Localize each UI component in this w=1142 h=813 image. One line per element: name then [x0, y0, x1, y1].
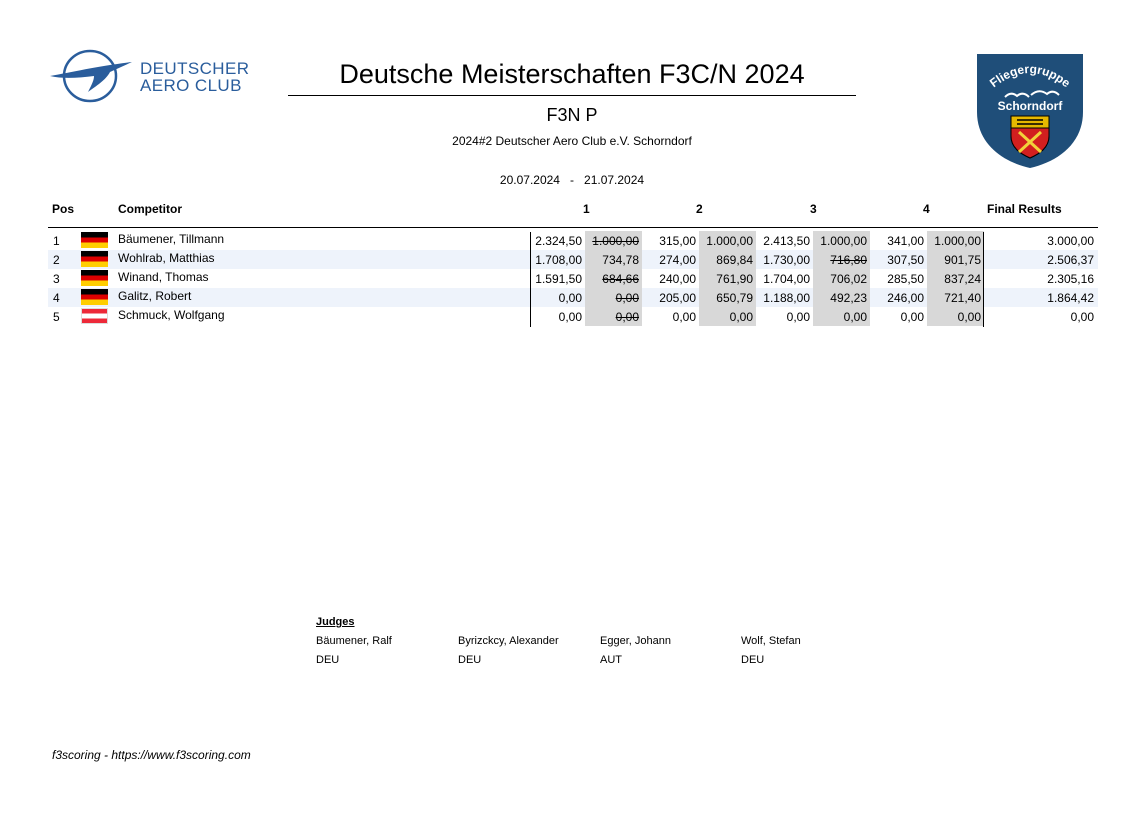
table-separator-right [983, 232, 984, 327]
score-value: 761,90 [716, 272, 753, 286]
score-value: 307,50 [887, 253, 924, 267]
raw-score-cell [756, 231, 813, 250]
normalized-score-cell [927, 250, 984, 269]
score-value: 0,00 [957, 310, 981, 324]
competitor-name: Bäumener, Tillmann [118, 232, 225, 246]
raw-score-cell [530, 250, 585, 269]
score-value: 1.591,50 [535, 272, 582, 286]
raw-score-cell [642, 250, 699, 269]
score-value: 716,80 [830, 253, 867, 267]
normalized-score-cell [699, 288, 756, 307]
austria-flag-icon [81, 308, 108, 324]
raw-score-cell [870, 269, 927, 288]
germany-flag-icon [81, 251, 108, 267]
final-score-cell [984, 231, 1097, 250]
judge-name: Bäumener, Ralf [316, 635, 392, 647]
score-value: 1.864,42 [1047, 291, 1094, 305]
score-value: 0,00 [615, 310, 639, 324]
col-header-round-2: 2 [696, 202, 703, 216]
score-value: 650,79 [716, 291, 753, 305]
raw-score-cell [642, 307, 699, 326]
normalized-score-cell [699, 231, 756, 250]
raw-score-cell [530, 269, 585, 288]
judges-heading: Judges [316, 616, 355, 628]
row-position: 4 [53, 291, 60, 305]
score-value: 492,23 [830, 291, 867, 305]
judge-country: AUT [600, 654, 622, 666]
competitor-name: Wohlrab, Matthias [118, 251, 215, 265]
date-start: 20.07.2024 [499, 173, 560, 187]
dac-logo [48, 46, 273, 106]
judge-name: Byrizckcy, Alexander [458, 635, 559, 647]
score-value: 734,78 [602, 253, 639, 267]
raw-score-cell [642, 288, 699, 307]
club-logo-line1: Fliegergruppe [987, 61, 1073, 91]
normalized-score-cell [927, 231, 984, 250]
competitor-name: Galitz, Robert [118, 289, 192, 303]
score-value: 246,00 [887, 291, 924, 305]
score-value: 721,40 [944, 291, 981, 305]
raw-score-cell [642, 231, 699, 250]
dac-logo-line2: AERO CLUB [140, 76, 242, 95]
score-value: 0,00 [558, 291, 582, 305]
final-score-cell [984, 250, 1097, 269]
judge-name: Wolf, Stefan [741, 635, 801, 647]
score-value: 3.000,00 [1047, 234, 1094, 248]
normalized-score-cell [813, 269, 870, 288]
final-score-cell [984, 288, 1097, 307]
raw-score-cell [530, 231, 585, 250]
score-value: 341,00 [887, 234, 924, 248]
score-value: 837,24 [944, 272, 981, 286]
score-value: 1.704,00 [763, 272, 810, 286]
germany-flag-icon [81, 232, 108, 248]
raw-score-cell [756, 250, 813, 269]
normalized-score-cell [699, 307, 756, 326]
score-value: 315,00 [659, 234, 696, 248]
germany-flag-icon [81, 289, 108, 305]
page-title: Deutsche Meisterschaften F3C/N 2024 [339, 59, 805, 89]
score-value: 1.000,00 [592, 234, 639, 248]
organizer-line: 2024#2 Deutscher Aero Club e.V. Schorndorf [452, 134, 692, 148]
raw-score-cell [870, 250, 927, 269]
row-position: 5 [53, 310, 60, 324]
normalized-score-cell [585, 269, 642, 288]
row-position: 3 [53, 272, 60, 286]
normalized-score-cell [813, 231, 870, 250]
score-value: 1.000,00 [820, 234, 867, 248]
club-logo-line2: Schorndorf [997, 99, 1063, 113]
raw-score-cell [870, 307, 927, 326]
normalized-score-cell [927, 307, 984, 326]
col-header-final: Final Results [987, 202, 1062, 216]
table-row [48, 250, 1098, 269]
normalized-score-cell [699, 269, 756, 288]
table-row [48, 269, 1098, 288]
dac-eagle-icon [48, 46, 138, 106]
score-value: 1.000,00 [934, 234, 981, 248]
table-separator-left [530, 232, 531, 327]
score-value: 274,00 [659, 253, 696, 267]
final-score-cell [984, 307, 1097, 326]
col-header-pos: Pos [52, 202, 75, 216]
raw-score-cell [642, 269, 699, 288]
score-value: 869,84 [716, 253, 753, 267]
score-value: 2.305,16 [1047, 272, 1094, 286]
judge-country: DEU [458, 654, 482, 666]
score-value: 0,00 [729, 310, 753, 324]
col-header-competitor: Competitor [118, 202, 182, 216]
club-shield-icon [975, 52, 1085, 170]
footer-credit: f3scoring - https://www.f3scoring.com [52, 748, 251, 762]
dac-logo-line1: DEUTSCHER [140, 59, 250, 78]
normalized-score-cell [927, 269, 984, 288]
table-row [48, 288, 1098, 307]
table-row [48, 231, 1098, 250]
normalized-score-cell [585, 288, 642, 307]
competitor-name: Schmuck, Wolfgang [118, 308, 225, 322]
title-divider [288, 95, 856, 96]
col-header-round-3: 3 [810, 202, 817, 216]
date-end: 21.07.2024 [584, 173, 645, 187]
raw-score-cell [756, 269, 813, 288]
score-value: 240,00 [659, 272, 696, 286]
germany-flag-icon [81, 270, 108, 286]
date-separator: - [570, 173, 574, 187]
score-value: 2.506,37 [1047, 253, 1094, 267]
normalized-score-cell [585, 231, 642, 250]
score-value: 0,00 [843, 310, 867, 324]
score-value: 1.708,00 [535, 253, 582, 267]
competitor-name: Winand, Thomas [118, 270, 209, 284]
row-position: 1 [53, 234, 60, 248]
score-value: 0,00 [672, 310, 696, 324]
table-row [48, 307, 1098, 326]
raw-score-cell [530, 307, 585, 326]
score-value: 2.413,50 [763, 234, 810, 248]
score-value: 901,75 [944, 253, 981, 267]
col-header-round-4: 4 [923, 202, 930, 216]
score-value: 285,50 [887, 272, 924, 286]
score-value: 0,00 [786, 310, 810, 324]
normalized-score-cell [585, 307, 642, 326]
normalized-score-cell [813, 307, 870, 326]
score-value: 2.324,50 [535, 234, 582, 248]
score-value: 205,00 [659, 291, 696, 305]
judge-country: DEU [316, 654, 340, 666]
club-logo [975, 52, 1085, 170]
raw-score-cell [870, 288, 927, 307]
judge-country: DEU [741, 654, 765, 666]
score-value: 684,66 [602, 272, 639, 286]
event-dates [288, 173, 856, 187]
score-value: 0,00 [558, 310, 582, 324]
score-value: 0,00 [900, 310, 924, 324]
class-subtitle: F3N P [546, 105, 598, 125]
score-value: 0,00 [615, 291, 639, 305]
judge-name: Egger, Johann [600, 635, 671, 647]
normalized-score-cell [813, 250, 870, 269]
header-divider [48, 227, 1098, 228]
col-header-round-1: 1 [583, 202, 590, 216]
normalized-score-cell [813, 288, 870, 307]
score-value: 706,02 [830, 272, 867, 286]
score-value: 1.188,00 [763, 291, 810, 305]
normalized-score-cell [927, 288, 984, 307]
score-value: 1.730,00 [763, 253, 810, 267]
score-value: 1.000,00 [706, 234, 753, 248]
raw-score-cell [870, 231, 927, 250]
final-score-cell [984, 269, 1097, 288]
raw-score-cell [756, 288, 813, 307]
row-position: 2 [53, 253, 60, 267]
raw-score-cell [756, 307, 813, 326]
normalized-score-cell [585, 250, 642, 269]
score-value: 0,00 [1070, 310, 1094, 324]
raw-score-cell [530, 288, 585, 307]
normalized-score-cell [699, 250, 756, 269]
